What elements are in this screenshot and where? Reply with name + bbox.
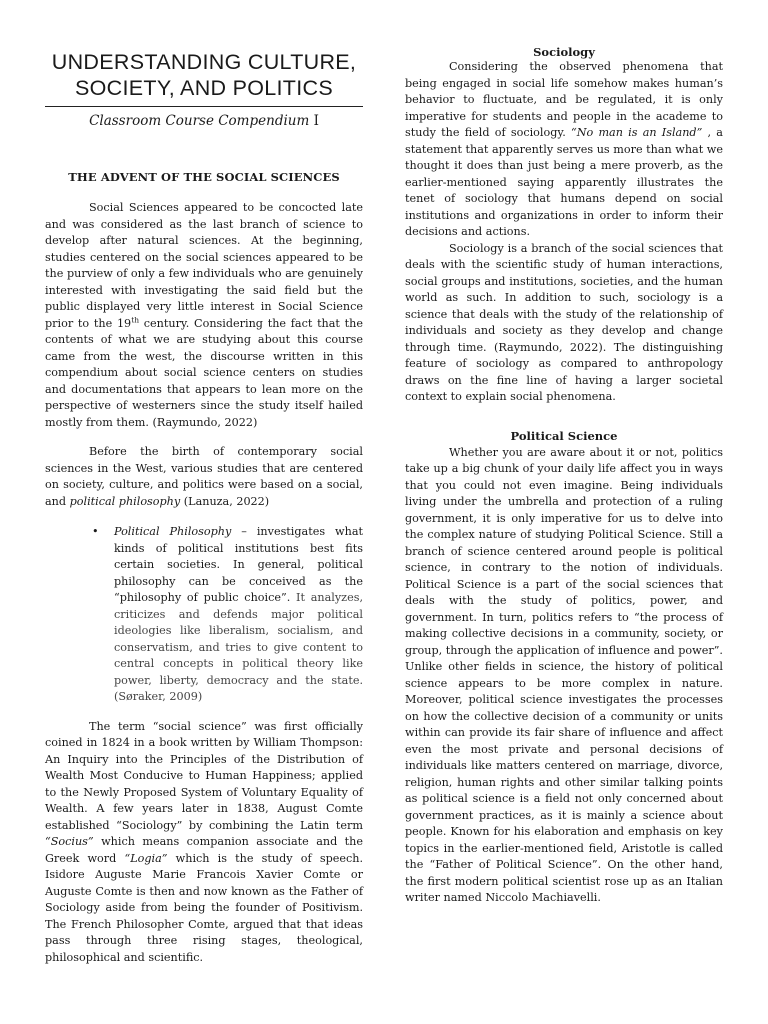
subtitle-numeral: I	[313, 113, 319, 129]
paragraph-sociology-1: Considering the observed phenomena that being engaged in social life somehow makes human’s behavior to fluctuate, and be regulated, it is only imperative for students and people in the academe to study the field of sociology. “No man is an Island” , a statement that apparently serves us more than what we thought it does than just being a mere proverb, as the earlier-mentioned saying apparently illustrates the tenet of sociology that humans depend on social institutions and organizations in order to inform their decisions and actions.	[405, 60, 723, 238]
subtitle-italic: Classroom Course Compendium	[89, 113, 310, 129]
paragraph-term-social-science: The term “social science” was first officially coined in 1824 in a book written by William Thompson: An Inquiry into the Principles of the Distribution of Wealth Most Conducive to Human Happiness; applied to the Newly Proposed System of Voluntary Equality of Wealth. A few years later in 1838, August Comte established “Sociology” by combining the Latin term “Socius” which means companion associate and the Greek word “Logia” which is the study of speech. Isidore Auguste Marie Francois Xavier Comte or Auguste Comte is then and now known as the Father of Sociology aside from being the founder of Positivism. The French Philosopher Comte, argued that that ideas pass through three rising stages, theological, philosophical and scientific.	[45, 719, 363, 964]
title-divider	[45, 106, 363, 107]
paragraph-sociology-2: Sociology is a branch of the social sciences that deals with the scientific study of human interactions, social groups and institutions, societies, and the human world as such. In addition to such, sociology is a science that deals with the study of the relationship of individuals and society as they develop and change through time. (Raymundo, 2022). The distinguishing feature of sociology as compared to anthropology draws on the fine line of having a larger societal context to explain social phenomena.	[405, 241, 723, 403]
paragraph-social-sciences-intro: Social Sciences appeared to be concocted late and was considered as the last branch of science to develop after natural sciences. At the beginning, studies centered on the social sciences appeared to be the purview of only a few individuals who are genuinely interested with investigating the said field but the public displayed very little interest in Social Science prior to the 19th century. Considering the fact that the contents of what we are studying about this course came from the west, the discourse written in this compendium about social science centers on studies and documentations that appears to lean more on the perspective of westerners since the study itself hailed mostly from them. (Raymundo, 2022)	[45, 201, 363, 429]
document-subtitle	[45, 112, 363, 130]
heading-political-science: Political Science	[510, 428, 618, 443]
heading-sociology: Sociology	[533, 45, 595, 59]
left-column	[45, 0, 363, 966]
paragraph-political-science: Whether you are aware about it or not, politics take up a big chunk of your daily life affect you in ways that you could not even imagine. Being individuals living under the umbrella and protection of a ruling government, it is only imperative for us to delve into the complex nature of studying Political Science. Still a branch of science centered around people is political science, in contrary to the notion of individuals. Political Science is a part of the social sciences that deals with the study of politics, power, and government. In turn, politics refers to “the process of making collective decisions in a community, society, or group, through the application of influence and power”. Unlike other fields in science, the history of political science appears to be more complex in nature. Moreover, political science investigates the processes on how the collective decision of a community or units within can provide its fair share of influence and affect even the most private and personal decisions of individuals like matters centered on marriage, divorce, religion, human rights and other similar talking points as political science is a field not only concerned about government practices, as it is mainly a science about people. Known for his elaboration and emphasis on key topics in the earlier-mentioned field, Aristotle is called the “Father of Political Science”. On the other hand, the first modern political scientist rose up as an Italian writer named Niccolo Machiavelli.	[405, 445, 723, 904]
bullet-political-philosophy: • Political Philosophy – investigates what kinds of political institutions best fits certain societies. In general, political philosophy can be conceived as the “philosophy of public choice”. It analyzes, criticizes and defends major political ideologies like liberalism, socialism, and conservatism, and tries to give content to central concepts in political theory like power, liberty, democracy and the state. (Søraker, 2009)	[92, 525, 363, 703]
bullet-dot-icon: •	[92, 525, 99, 538]
paragraph-before-birth: Before the birth of contemporary social sciences in the West, various studies that are centered on society, culture, and politics were based on a social, and political philosophy (Lanuza, 2022)	[45, 445, 363, 508]
bullet-list	[45, 524, 363, 706]
section-title-advent: THE ADVENT OF THE SOCIAL SCIENCES	[68, 170, 340, 184]
right-column	[405, 0, 723, 907]
document-title: UNDERSTANDING CULTURE, SOCIETY, AND POLITICS	[51, 50, 357, 100]
